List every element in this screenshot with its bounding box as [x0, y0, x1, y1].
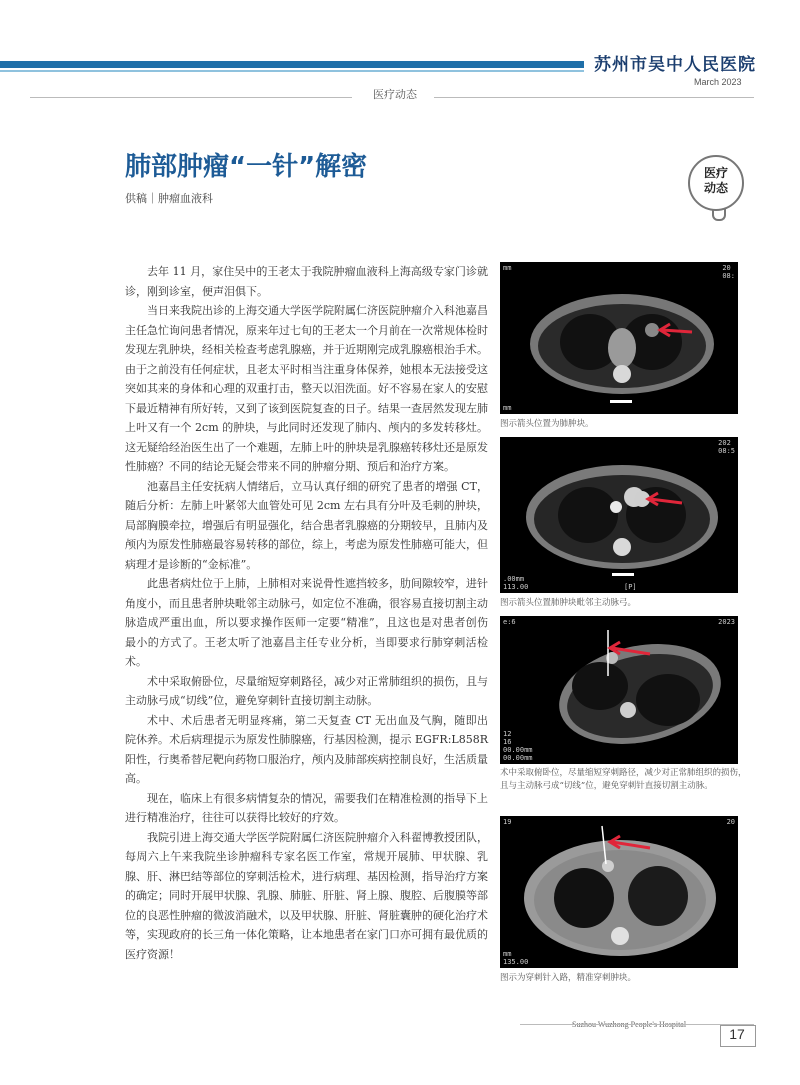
paragraph: 此患者病灶位于上肺，上肺相对来说骨性遮挡较多，肋间隙较窄，进针角度小，而且患者肿块毗邻主动脉弓，如定位不准确，很容易直接切割主动脉造成严重出血，所以要求操作医师一定要“精准”，且这也是对患者创伤最小的方式了。王老太听了池嘉昌主任专业分析，当即要求行肺穿刺活检术。: [125, 577, 488, 668]
badge-hook-icon: [712, 209, 726, 221]
page-number: 17: [729, 1026, 745, 1042]
ct-corner-text: mm: [503, 264, 512, 272]
ct-corner-text: 2023: [718, 618, 735, 626]
footer-divider: [520, 1024, 754, 1025]
article-body: [125, 262, 488, 964]
article-byline: 供稿｜肿瘤血液科: [125, 192, 213, 205]
ct-corner-text: 202 08:5: [718, 439, 735, 455]
figure-caption: 术中采取俯卧位，尽量缩短穿刺路径，减少对正常肺组织的损伤，且与主动脉弓成“切线”位，避免穿刺针直接切割主动脉。: [500, 768, 747, 791]
header-divider-left: [30, 97, 352, 98]
ct-corner-text: 12 16 00.00mm 00.00mm: [503, 730, 533, 762]
ct-corner-text: mm 135.00: [503, 950, 529, 966]
ct-corner-text: 20 08:: [722, 264, 735, 280]
figure-caption: 图示为穿刺针入路，精准穿刺肿块。: [500, 973, 637, 983]
paragraph: 术中采取俯卧位，尽量缩短穿刺路径，减少对正常肺组织的损伤，且与主动脉弓成“切线”位，避免穿刺针直接切割主动脉。: [125, 674, 488, 707]
ct-corner-text: e:6: [503, 618, 516, 626]
ct-corner-text: .00mm 113.00: [503, 575, 529, 591]
section-label: 医疗动态: [373, 88, 417, 101]
badge-line1: 医疗: [703, 166, 728, 180]
ct-corner-text: 19: [503, 818, 512, 826]
ct-image-1: [500, 262, 738, 414]
paragraph: 去年 11 月，家住吴中的王老太于我院肿瘤血液科上海高级专家门诊就诊，刚到诊室，便声泪俱下。: [125, 265, 488, 298]
header-bar: [0, 61, 584, 68]
figure-caption: 图示箭头位置为肺肿块。: [500, 419, 594, 429]
section-badge: [688, 155, 744, 211]
figure-caption: 图示箭头位置肺肿块毗邻主动脉弓。: [500, 598, 637, 608]
hospital-name: 苏州市吴中人民医院: [594, 55, 756, 75]
paragraph: 池嘉昌主任安抚病人情绪后，立马认真仔细的研究了患者的增强 CT，随后分析：左肺上叶紧邻大血管处可见 2cm 左右具有分叶及毛刺的肿块，局部胸膜牵拉，增强后有明显强化，结合患者乳腺癌的分期较早，且肺内及颅内为原发性肺癌最容易转移的部位，综上，考虑为原发性肺癌可能大，但病理才是诊断的“金标准”。: [125, 479, 488, 571]
paragraph: 术中、术后患者无明显疼痛，第二天复查 CT 无出血及气胸，随即出院休养。术后病理提示为原发性肺腺癌，行基因检测，提示 EGFR:L858R 阳性，行奥希替尼靶向药物口服治疗，颅内及肺部疾病控制良好，生活质量高。: [125, 713, 488, 785]
article-title: 肺部肿瘤“一针”解密: [125, 152, 368, 182]
ct-image-3: [500, 616, 738, 764]
ct-corner-text: mm: [503, 404, 512, 412]
ct-image-4: [500, 816, 738, 968]
paragraph: 当日来我院出诊的上海交通大学医学院附属仁济医院肿瘤介入科池嘉昌主任急忙询问患者情况，原来年过七旬的王老太一个月前在一次常规体检时发现左乳肿块，经相关检查考虑乳腺癌，并于近期刚完成乳腺癌根治手术。由于之前没有任何症状，且老太平时相当注重身体保养，她根本无法接受这突如其来的身体和心理的双重打击，整天以泪洗面。好不容易在家人的安慰下最近精神有所好转，又到了该到医院复查的日子。结果一查居然发现左肺上叶又有一个 2cm 的肿块，与此同时还发现了肺内、颅内的多发转移灶。这无疑给经治医生出了一个难题，左肺上叶的肿块是乳腺癌转移灶还是原发性肺癌？不同的结论无疑会带来不同的肿瘤分期、预后和治疗方案。: [125, 304, 488, 473]
ct-corner-text: 20: [726, 818, 735, 826]
ct-corner-text: [P]: [624, 583, 637, 591]
ct-image-2: [500, 437, 738, 593]
issue-date: March 2023: [694, 77, 742, 87]
badge-line2: 动态: [703, 181, 728, 195]
paragraph: 我院引进上海交通大学医学院附属仁济医院肿瘤介入科翟博教授团队，每周六上午来我院坐诊肿瘤科专家名医工作室，常规开展肺、甲状腺、乳腺、肝、淋巴结等部位的穿刺活检术，进行病理、基因检测，指导治疗方案的确定；同时开展甲状腺、乳腺、肺脏、肝脏、肾上腺、腹腔、后腹膜等部位的良恶性肿瘤的微波消融术，以及甲状腺、肝脏、肾脏囊肿的硬化治疗术等，实现政府的长三角一体化策略，让本地患者在家门口亦可拥有最优质的医疗资源！: [125, 830, 488, 961]
header-bar-thin: [0, 70, 584, 72]
header-divider-right: [434, 97, 754, 98]
paragraph: 现在，临床上有很多病情复杂的情况，需要我们在精准检测的指导下上进行精准治疗，往往可以获得比较好的疗效。: [125, 791, 488, 824]
